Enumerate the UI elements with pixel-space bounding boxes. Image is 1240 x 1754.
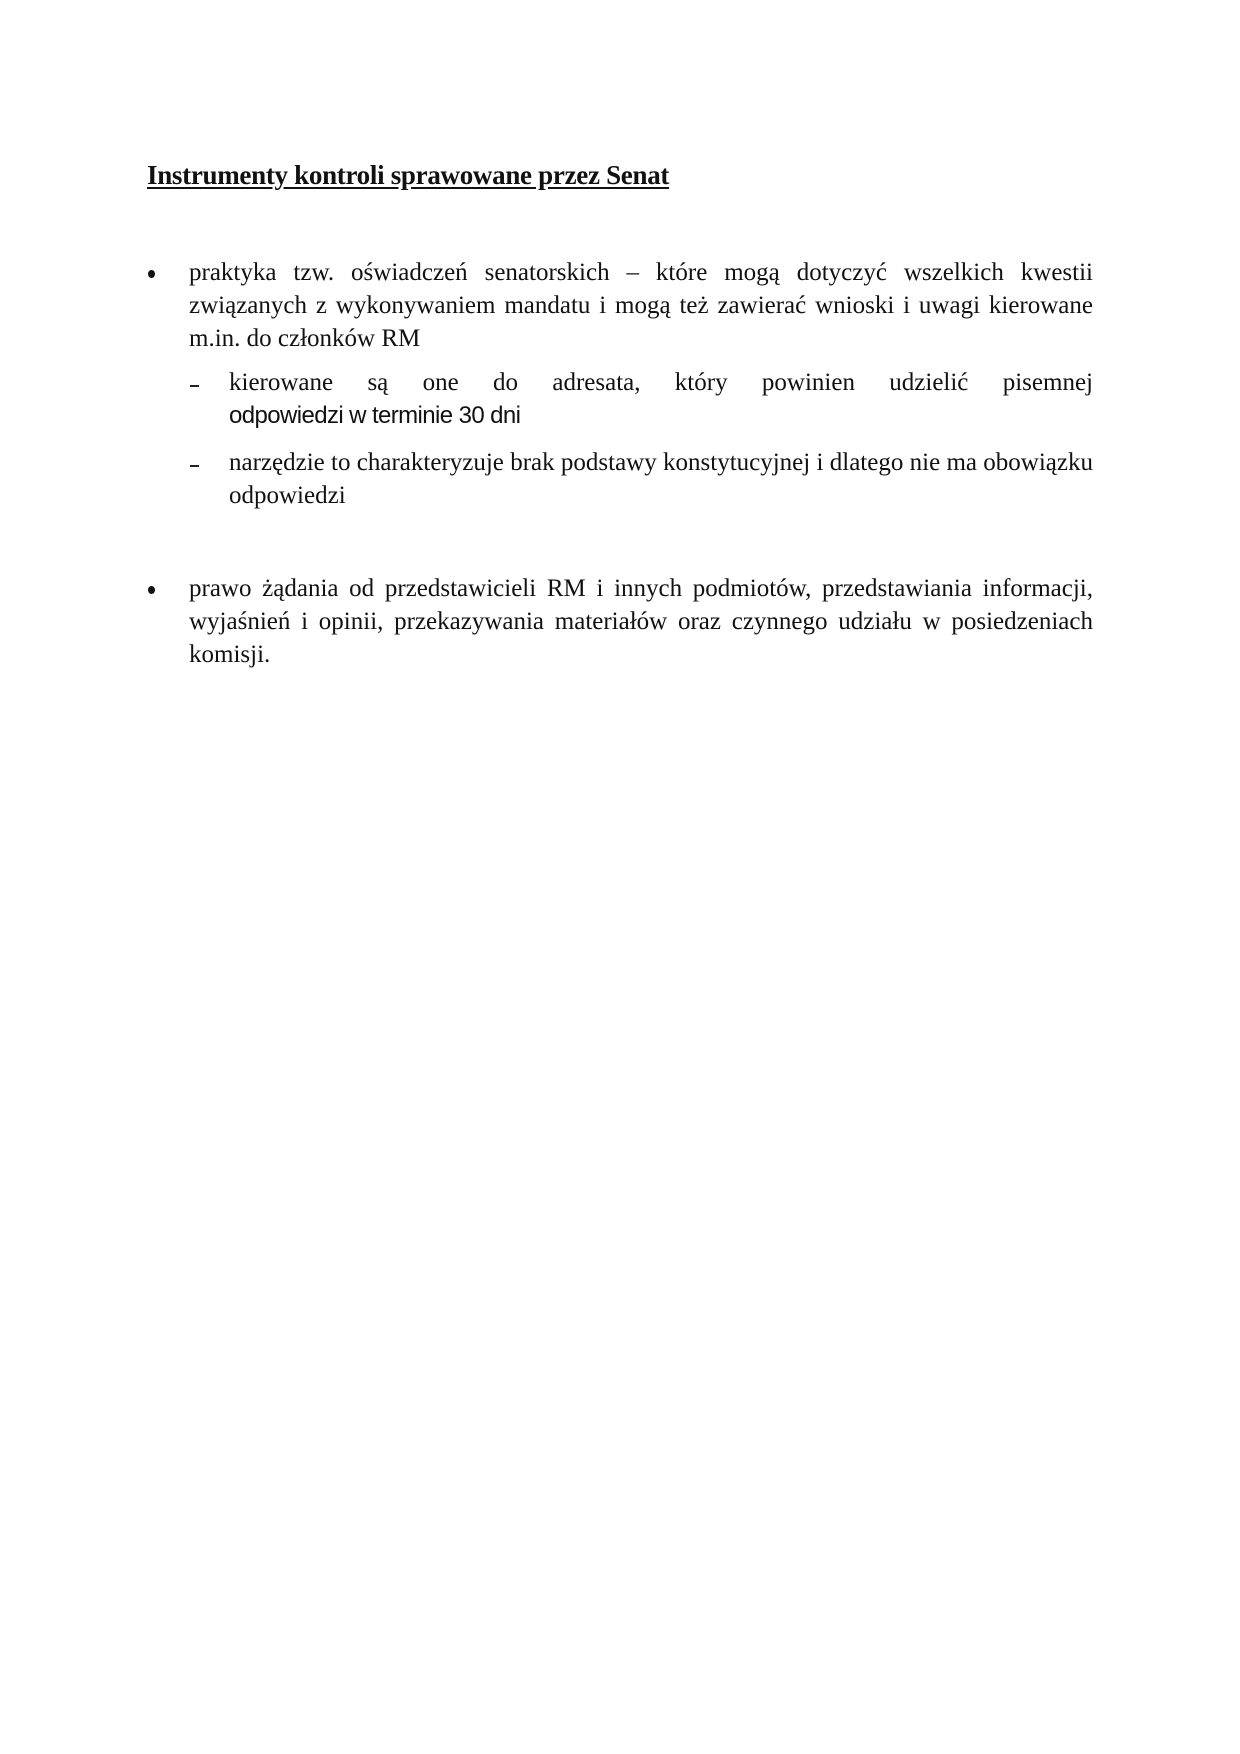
sub-list-item-text: [229, 366, 1093, 432]
sub-list-item: [187, 446, 1093, 512]
list-item-text: prawo żądania od przedstawicieli RM i innych podmiotów, przedstawiania informacji, wyjaśnień i opinii, przekazywania materiałów oraz czynnego udziału w posiedzeniach komisji.: [189, 575, 1093, 668]
sub-list-item-text-part1: kierowane są one do adresata, który powinien udzielić pisemnej: [229, 369, 1093, 396]
list-item: [147, 256, 1093, 355]
list-item-text: praktyka tzw. oświadczeń senatorskich – które mogą dotyczyć wszelkich kwestii związanych z wykonywaniem mandatu i mogą też zawierać wnioski i uwagi kierowane m.in. do członków RM: [189, 259, 1093, 352]
sub-list-item: [187, 366, 1093, 432]
list-item: [147, 572, 1093, 671]
sub-list-item-text-part2: odpowiedzi w terminie 30 dni: [229, 402, 521, 429]
sub-list-item-text: narzędzie to charakteryzuje brak podstawy konstytucyjnej i dlatego nie ma obowiązku odpowiedzi: [229, 449, 1093, 509]
page-title: Instrumenty kontroli sprawowane przez Senat: [147, 160, 670, 190]
